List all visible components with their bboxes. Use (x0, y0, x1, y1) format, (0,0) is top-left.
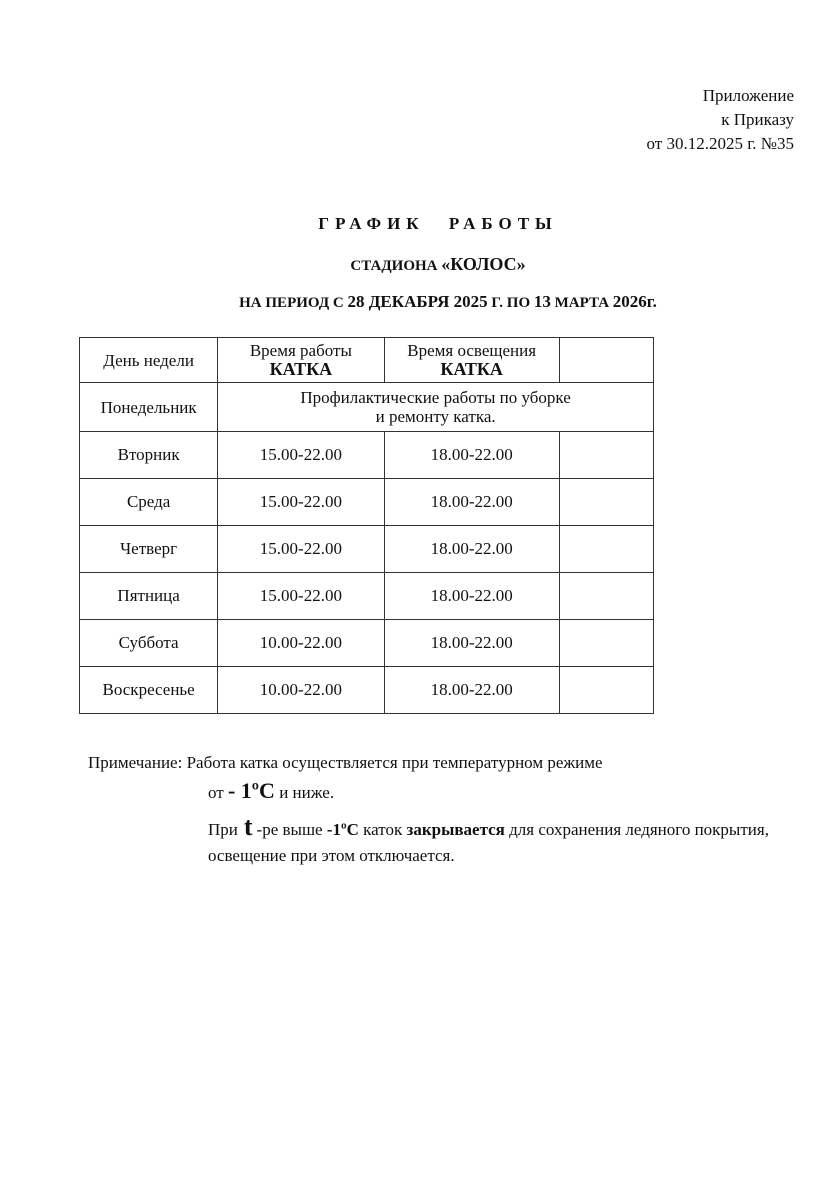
light-time-cell: 18.00-22.00 (384, 620, 559, 667)
empty-cell (559, 667, 653, 714)
period-to: 13 (533, 292, 551, 311)
light-time-cell: 18.00-22.00 (384, 479, 559, 526)
period-year: 2026г. (612, 292, 657, 311)
note-line3-suffix: для сохранения ледяного покрытия, освещение при этом отключается. (208, 820, 769, 865)
empty-cell (559, 479, 653, 526)
table-row (80, 526, 654, 573)
header-empty (559, 338, 653, 383)
title-block (0, 214, 836, 312)
light-time-cell: 18.00-22.00 (384, 432, 559, 479)
table-row (80, 479, 654, 526)
empty-cell (559, 573, 653, 620)
note-line-1: Примечание: Работа катка осуществляется при температурном режиме (88, 753, 603, 772)
note-line3-prefix: При (208, 820, 238, 839)
document-title: ГРАФИК РАБОТЫ (318, 214, 558, 233)
light-time-cell: 18.00-22.00 (384, 667, 559, 714)
table-row-monday (80, 383, 654, 432)
document-subtitle (40, 254, 836, 275)
note-line2-prefix: от (208, 783, 228, 802)
day-cell: Вторник (80, 432, 218, 479)
period-from: 28 ДЕКАБРЯ 2025 (347, 292, 488, 311)
header-light (384, 338, 559, 383)
header-work-line1: Время работы (249, 341, 352, 360)
appendix-line-2: к Приказу (721, 110, 794, 129)
note-line2-suffix: и ниже. (274, 783, 335, 802)
period-prefix: НА ПЕРИОД С (239, 295, 348, 311)
header-work (218, 338, 384, 383)
note-line3-mid: -ре выше (256, 820, 327, 839)
note-line2-temp: - 1ºС (227, 778, 275, 803)
header-light-line1: Время освещения (407, 341, 537, 360)
period-suffix: МАРТА (550, 295, 613, 311)
note-line3-temp: -1ºС (326, 820, 359, 839)
document-period (60, 292, 836, 312)
note-line3-t: t (243, 812, 253, 841)
appendix-line-3: от 30.12.2025 г. №35 (646, 134, 794, 153)
table-row (80, 620, 654, 667)
work-time-cell: 15.00-22.00 (218, 479, 384, 526)
table-row (80, 667, 654, 714)
header-light-line2: КАТКА (440, 359, 503, 379)
stadium-name: «КОЛОС» (441, 254, 526, 274)
work-time-cell: 15.00-22.00 (218, 432, 384, 479)
day-cell: Четверг (80, 526, 218, 573)
note-line-3 (208, 814, 808, 869)
work-time-cell: 10.00-22.00 (218, 620, 384, 667)
empty-cell (559, 526, 653, 573)
header-work-line2: КАТКА (269, 359, 333, 379)
table-header-row (80, 338, 654, 383)
schedule-table (79, 337, 654, 714)
table-row (80, 573, 654, 620)
work-time-cell: 15.00-22.00 (218, 526, 384, 573)
subtitle-prefix: СТАДИОНА (350, 258, 442, 274)
day-cell: Пятница (80, 573, 218, 620)
appendix-block (647, 84, 794, 156)
day-cell: Суббота (80, 620, 218, 667)
monday-day: Понедельник (80, 383, 218, 432)
note-line3-mid2: каток (358, 820, 407, 839)
monday-note-line1: Профилактические работы по уборке (300, 388, 571, 407)
empty-cell (559, 620, 653, 667)
work-time-cell: 10.00-22.00 (218, 667, 384, 714)
header-day: День недели (80, 338, 218, 383)
day-cell: Воскресенье (80, 667, 218, 714)
empty-cell (559, 432, 653, 479)
light-time-cell: 18.00-22.00 (384, 526, 559, 573)
monday-note (218, 383, 654, 432)
appendix-line-1: Приложение (702, 86, 794, 105)
monday-note-line2: и ремонту катка. (375, 407, 496, 426)
day-cell: Среда (80, 479, 218, 526)
light-time-cell: 18.00-22.00 (384, 573, 559, 620)
note-block (88, 752, 603, 774)
period-mid: Г. ПО (487, 295, 534, 311)
note-line3-bold: закрывается (406, 820, 505, 839)
note-line-2 (208, 778, 334, 804)
table-row (80, 432, 654, 479)
table-body (80, 432, 654, 714)
work-time-cell: 15.00-22.00 (218, 573, 384, 620)
